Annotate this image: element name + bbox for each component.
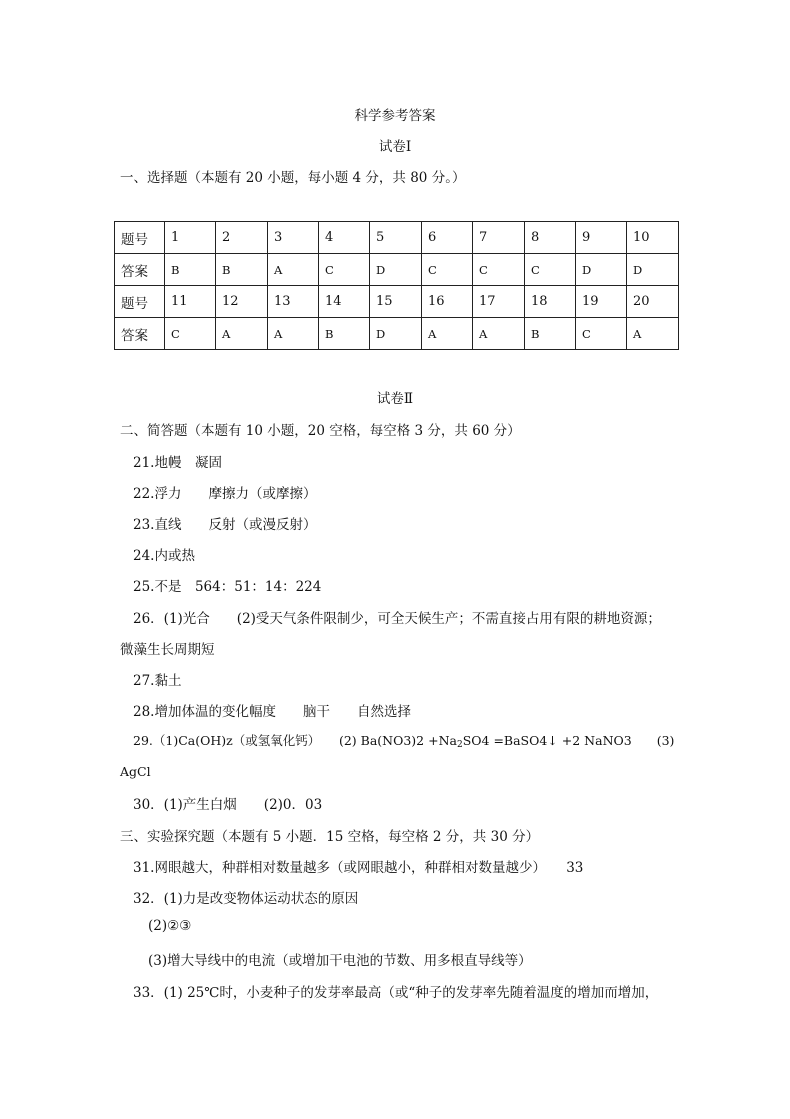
answer-cell: C bbox=[576, 318, 627, 350]
answer-line-24: 24.内或热 bbox=[133, 548, 195, 564]
answer-cell: A bbox=[422, 318, 473, 350]
row-label-answer: 答案 bbox=[115, 318, 165, 350]
question-number: 7 bbox=[473, 222, 525, 254]
answer-cell: A bbox=[473, 318, 525, 350]
answer-line-27: 27.黏土 bbox=[133, 673, 182, 689]
answer-line-32-2: (2)②③ bbox=[148, 918, 192, 934]
answer-line-30: 30．(1)产生白烟 (2)0．03 bbox=[133, 797, 323, 813]
answer-line-25: 25.不是 564：51：14：224 bbox=[133, 579, 322, 595]
table-row bbox=[115, 318, 679, 350]
answer-cell: A bbox=[627, 318, 679, 350]
answer-cell: C bbox=[473, 254, 525, 286]
question-number: 8 bbox=[525, 222, 576, 254]
question-number: 14 bbox=[319, 286, 370, 318]
question-number: 5 bbox=[370, 222, 422, 254]
question-number: 9 bbox=[576, 222, 627, 254]
answer-line-28: 28.增加体温的变化幅度 脑干 自然选择 bbox=[133, 704, 411, 720]
answer-line-26: 26．(1)光合 (2)受天气条件限制少，可全天候生产；不需直接占用有限的耕地资源； bbox=[133, 611, 661, 627]
section-3-heading: 三、实验探究题（本题有 5 小题．15 空格，每空格 2 分，共 30 分） bbox=[120, 829, 540, 845]
answer-line-32-3: (3)增大导线中的电流（或增加干电池的节数、用多根直导线等） bbox=[148, 953, 532, 969]
question-number: 2 bbox=[216, 222, 268, 254]
answer-cell: A bbox=[216, 318, 268, 350]
row-label-number: 题号 bbox=[115, 222, 165, 254]
question-number: 15 bbox=[370, 286, 422, 318]
answer-cell: C bbox=[525, 254, 576, 286]
answer-cell: B bbox=[319, 318, 370, 350]
answer-29-subscript: 2 bbox=[456, 740, 463, 750]
question-number: 12 bbox=[216, 286, 268, 318]
answer-table bbox=[114, 221, 679, 350]
answer-line-32: 32．(1)力是改变物体运动状态的原因 bbox=[133, 891, 359, 907]
answer-cell: C bbox=[319, 254, 370, 286]
row-label-answer: 答案 bbox=[115, 254, 165, 286]
answer-cell: C bbox=[422, 254, 473, 286]
section-1-heading: 一、选择题（本题有 20 小题，每小题 4 分，共 80 分。） bbox=[120, 170, 466, 186]
document-title: 科学参考答案 bbox=[354, 108, 436, 124]
answer-29-text: +2 NaNO3 (3) bbox=[557, 733, 675, 748]
answer-line-29-cont: AgCl bbox=[120, 764, 151, 779]
table-row bbox=[115, 254, 679, 286]
answer-cell: A bbox=[268, 254, 319, 286]
answer-cell: A bbox=[268, 318, 319, 350]
answer-cell: B bbox=[216, 254, 268, 286]
question-number: 4 bbox=[319, 222, 370, 254]
question-number: 18 bbox=[525, 286, 576, 318]
paper-2-title: 试卷Ⅱ bbox=[376, 391, 414, 407]
answer-cell: D bbox=[370, 318, 422, 350]
answer-29-text: 29.（1)Ca(OH)z（或氢氧化钙） (2) Ba(NO3)2 +Na bbox=[133, 733, 457, 748]
question-number: 19 bbox=[576, 286, 627, 318]
answer-cell: B bbox=[525, 318, 576, 350]
answer-line-23: 23.直线 反射（或漫反射） bbox=[133, 517, 317, 533]
table-row bbox=[115, 222, 679, 254]
row-label-number: 题号 bbox=[115, 286, 165, 318]
question-number: 20 bbox=[627, 286, 679, 318]
question-number: 3 bbox=[268, 222, 319, 254]
answer-29-text: SO4 =BaSO4 bbox=[462, 733, 548, 748]
question-number: 6 bbox=[422, 222, 473, 254]
answer-line-26-cont: 微藻生长周期短 bbox=[120, 642, 215, 658]
table-row bbox=[115, 286, 679, 318]
down-arrow-icon: ↓ bbox=[547, 733, 558, 748]
question-number: 10 bbox=[627, 222, 679, 254]
answer-cell: D bbox=[627, 254, 679, 286]
answer-line-33: 33．(1) 25℃时，小麦种子的发芽率最高（或“种子的发芽率先随着温度的增加而增加， bbox=[133, 985, 659, 1001]
answer-cell: D bbox=[370, 254, 422, 286]
answer-line-21: 21.地幔 凝固 bbox=[133, 455, 222, 471]
answer-line-29 bbox=[133, 731, 674, 750]
question-number: 11 bbox=[165, 286, 216, 318]
answer-cell: B bbox=[165, 254, 216, 286]
question-number: 1 bbox=[165, 222, 216, 254]
question-number: 16 bbox=[422, 286, 473, 318]
paper-1-title: 试卷Ⅰ bbox=[378, 139, 412, 155]
answer-line-31: 31.网眼越大，种群相对数量越多（或网眼越小，种群相对数量越少） 33 bbox=[133, 860, 584, 876]
answer-line-22: 22.浮力 摩擦力（或摩擦） bbox=[133, 486, 317, 502]
answer-cell: C bbox=[165, 318, 216, 350]
answer-cell: D bbox=[576, 254, 627, 286]
question-number: 13 bbox=[268, 286, 319, 318]
question-number: 17 bbox=[473, 286, 525, 318]
section-2-heading: 二、简答题（本题有 10 小题，20 空格，每空格 3 分，共 60 分） bbox=[120, 423, 521, 439]
